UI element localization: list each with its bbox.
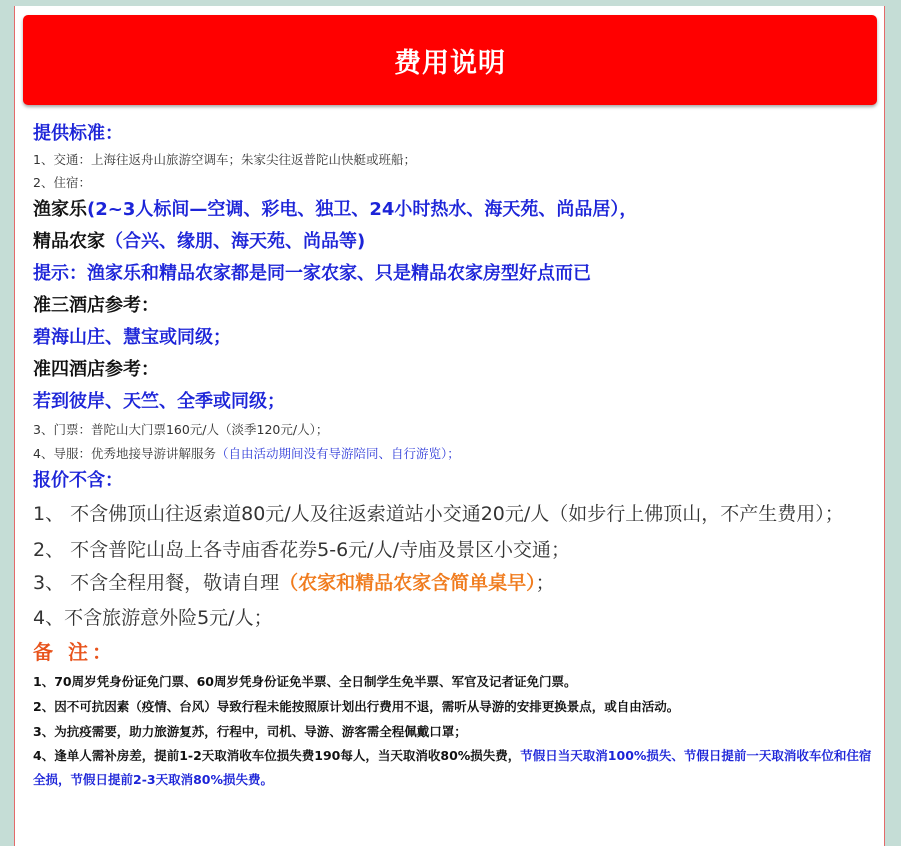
guide-line	[33, 442, 873, 466]
hotel3-label: 准三酒店参考：	[33, 295, 159, 316]
stay-fisher-line	[33, 194, 873, 226]
note-2: 2、因不可抗因素（疫情、台风）导致行程未能按照原计划出行费用不退，需听从导游的安排更换景点，或自由活动。	[33, 699, 680, 714]
exclude-item-3	[33, 567, 873, 600]
guide-text: 4、导服：优秀地接导游讲解服务	[33, 446, 216, 461]
stay-label: 2、住宿：	[33, 175, 91, 190]
title-banner	[23, 15, 877, 105]
fee-content	[33, 120, 873, 792]
fee-panel	[14, 6, 885, 846]
exclude-item-3-text: 3、 不含全程用餐，敬请自理	[33, 572, 280, 594]
provide-heading: 提供标准：	[33, 123, 123, 144]
stay-tip: 提示：渔家乐和精品农家都是同一家农家、只是精品农家房型好点而已	[33, 263, 591, 284]
notes-heading: 备 注：	[33, 640, 116, 664]
stay-fisher-name: 渔家乐	[33, 199, 87, 220]
page-title: 费用说明	[394, 47, 506, 79]
stay-boutique-line	[33, 226, 873, 258]
exclude-item-1: 1、 不含佛顶山往返索道80元/人及往返索道站小交通20元/人（如步行上佛顶山，不产生费用）；	[33, 503, 844, 525]
note-4-text: 4、逢单人需补房差，提前1-2天取消收车位损失费190每人，当天取消收80%损失费，	[33, 748, 521, 763]
hotel4-label: 准四酒店参考：	[33, 359, 159, 380]
stay-boutique-detail: （合兴、缘朋、海天苑、尚品等)	[105, 231, 366, 252]
hotel3-names: 碧海山庄、慧宝或同级；	[33, 327, 231, 348]
transport-line: 1、交通：上海往返舟山旅游空调车；朱家尖往返普陀山快艇或班船；	[33, 152, 416, 167]
exclude-item-4: 4、不含旅游意外险5元/人；	[33, 607, 273, 629]
stay-boutique-name: 精品农家	[33, 231, 105, 252]
exclude-heading: 报价不含：	[33, 470, 123, 491]
exclude-item-3-highlight: （农家和精品农家含简单桌早）	[279, 572, 536, 594]
ticket-line: 3、门票：普陀山大门票160元/人（淡季120元/人）；	[33, 422, 329, 437]
exclude-item-2: 2、 不含普陀山岛上各寺庙香花券5-6元/人/寺庙及景区小交通；	[33, 539, 570, 561]
note-4-holiday: 节假日当天取消100%损失、节假日提前一天取消收车位和住宿全损，节假日提前2-3天取消80%损失费。	[33, 748, 872, 787]
note-4	[33, 744, 873, 792]
note-3: 3、为抗疫需要，助力旅游复苏，行程中，司机、导游、游客需全程佩戴口罩；	[33, 724, 467, 739]
stay-fisher-detail: (2~3人标间—空调、彩电、独卫、24小时热水、海天苑、尚品居），	[87, 199, 638, 220]
guide-note: （自由活动期间没有导游陪同、自行游览）；	[215, 446, 460, 461]
hotel4-names: 若到彼岸、天竺、全季或同级；	[33, 391, 285, 412]
note-1: 1、70周岁凭身份证免门票、60周岁凭身份证免半票、全日制学生免半票、军官及记者证免门票。	[33, 674, 577, 689]
exclude-item-3-end: ；	[535, 572, 555, 594]
